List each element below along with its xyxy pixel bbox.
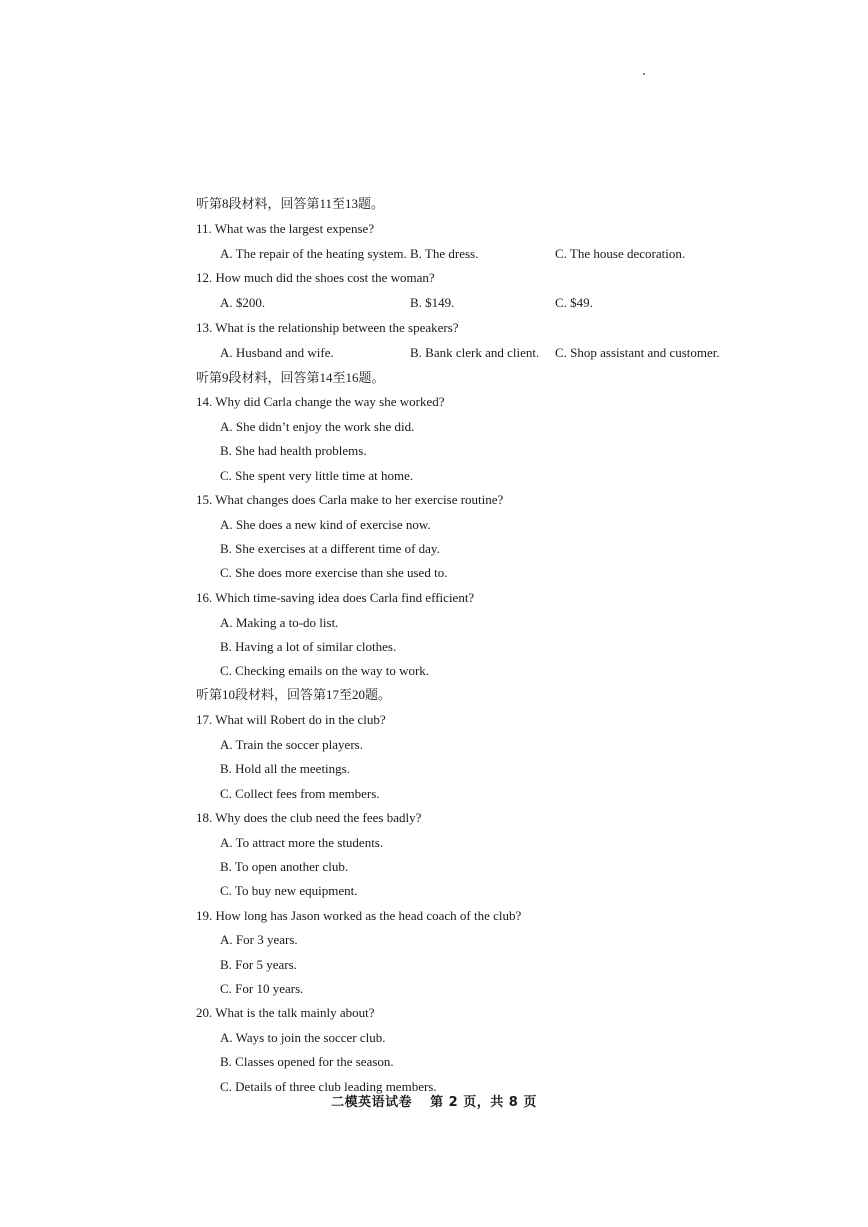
option-b: B. $149. (410, 295, 455, 311)
option-a: A. She didn’t enjoy the work she did. (220, 419, 415, 435)
question-20: 20. What is the talk mainly about? (196, 1005, 375, 1021)
page-number: 第 2 页，共 8 页 (430, 1095, 537, 1110)
option-b: B. Classes opened for the season. (220, 1054, 394, 1070)
option-b: B. For 5 years. (220, 956, 297, 972)
option-c: C. Collect fees from members. (220, 785, 380, 801)
option-a: A. $200. (220, 295, 266, 311)
option-b: B. She had health problems. (220, 443, 367, 459)
question-12-options (196, 291, 756, 316)
exam-name: 二模英语试卷 (331, 1095, 413, 1110)
section-10-header: 听第10段材料，回答第17至20题。 (196, 687, 392, 703)
section-9-header: 听第9段材料，回答第14至16题。 (196, 369, 385, 385)
scan-speck (643, 73, 645, 75)
option-a: A. Husband and wife. (220, 344, 334, 360)
option-c: C. $49. (555, 295, 593, 311)
option-c: C. Checking emails on the way to work. (220, 663, 430, 679)
option-a: A. Making a to-do list. (220, 614, 339, 630)
question-15: 15. What changes does Carla make to her exercise routine? (196, 492, 504, 508)
option-c: C. Shop assistant and customer. (555, 344, 720, 360)
listening-section (196, 192, 756, 1099)
option-a: A. For 3 years. (220, 932, 298, 948)
option-c: C. For 10 years. (220, 981, 304, 996)
section-8-header: 听第8段材料，回答第11至13题。 (196, 196, 385, 211)
option-c: C. Details of three club leading members. (220, 1078, 437, 1094)
option-a: A. The repair of the heating system. (220, 245, 407, 261)
option-b: B. To open another club. (220, 859, 349, 875)
option-a: A. Ways to join the soccer club. (220, 1030, 386, 1046)
option-b: B. Bank clerk and client. (410, 344, 540, 360)
option-a: A. She does a new kind of exercise now. (220, 516, 431, 532)
question-19: 19. How long has Jason worked as the head coach of the club? (196, 907, 522, 923)
question-11-options (196, 242, 756, 267)
option-a: A. To attract more the students. (220, 834, 384, 850)
option-b: B. The dress. (410, 245, 479, 261)
question-16: 16. Which time-saving idea does Carla find efficient? (196, 589, 475, 605)
option-c: C. She does more exercise than she used to. (220, 565, 448, 581)
page-footer (0, 1091, 868, 1110)
option-b: B. Having a lot of similar clothes. (220, 638, 397, 654)
option-c: C. To buy new equipment. (220, 883, 358, 899)
option-c: C. She spent very little time at home. (220, 467, 414, 483)
question-13-options (196, 341, 756, 366)
question-12: 12. How much did the shoes cost the woman? (196, 270, 435, 286)
option-b: B. Hold all the meetings. (220, 761, 350, 777)
question-14: 14. Why did Carla change the way she worked? (196, 394, 445, 410)
question-18: 18. Why does the club need the fees badly? (196, 809, 422, 825)
question-11: 11. What was the largest expense? (196, 220, 375, 236)
question-13: 13. What is the relationship between the speakers? (196, 319, 459, 335)
option-a: A. Train the soccer players. (220, 737, 363, 753)
question-17: 17. What will Robert do in the club? (196, 712, 386, 728)
option-c: C. The house decoration. (555, 245, 686, 261)
option-b: B. She exercises at a different time of day. (220, 541, 440, 557)
